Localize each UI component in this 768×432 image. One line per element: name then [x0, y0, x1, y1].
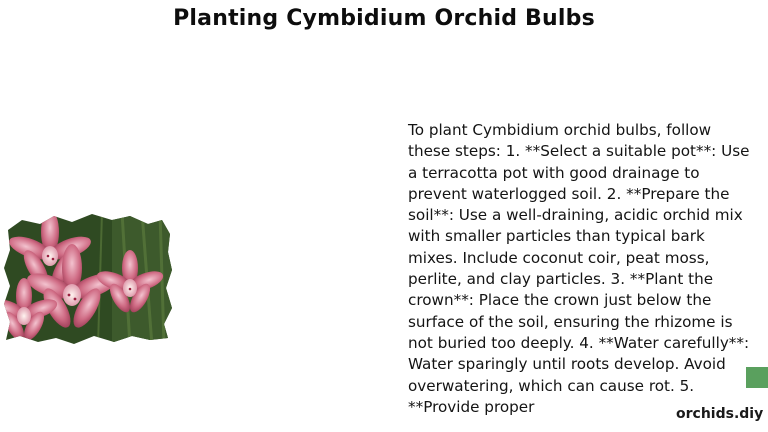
orchid-flower-photo: [2, 212, 174, 346]
brand-watermark[interactable]: orchids.diy: [676, 406, 764, 422]
green-square-icon: [746, 367, 768, 388]
article-body: To plant Cymbidium orchid bulbs, follow these steps: 1. **Select a suitable pot**: Use a terracotta pot with good drainage to prevent waterlogged soil. 2. **Prepare the soil**: Use a well-draining, acidic orchid mix with smaller particles than typical bark mixes. Include coconut coir, peat moss, perlite, and clay particles. 3. **Plant the crown**: Place the crown just below the surface of the soil, ensuring the rhizome is not buried too deeply. 4. **Water carefully**: Water sparingly until roots develop. Avoid overwatering, which can cause rot. 5. **Provide proper: [408, 121, 750, 416]
page-title: Planting Cymbidium Orchid Bulbs: [173, 6, 595, 31]
